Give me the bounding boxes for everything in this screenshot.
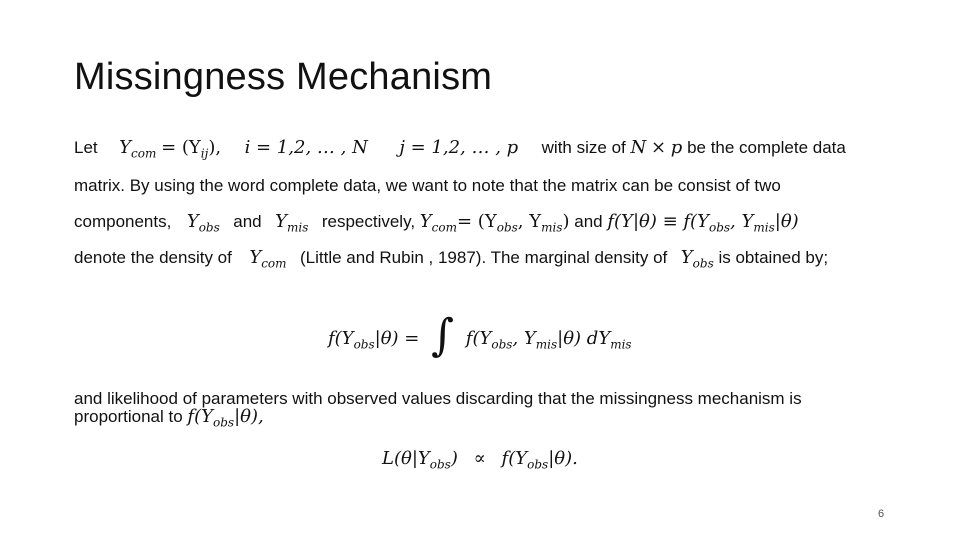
and-word: and (233, 212, 262, 231)
components-word: components, (74, 212, 172, 231)
para2-line1: and likelihood of parameters with observed values discarding that the missingness mechanism is (74, 389, 802, 408)
ycom-equation: $Y_{com}= (Y_{obs}$, $Y_{mis}$) (419, 211, 570, 235)
size-text: with size of (541, 138, 626, 157)
page-number: 6 (878, 508, 885, 520)
integral-symbol: ∫ (431, 310, 455, 361)
line1-tail: be the complete data (687, 138, 846, 157)
density-equivalence: $f(Y|\theta) \equiv f(Y_{obs}$, $Y_{mis}|\theta$) (607, 211, 799, 235)
size-N: N (630, 137, 647, 158)
times-symbol: × (650, 137, 667, 158)
obtained-text: is obtained by; (718, 248, 829, 267)
para1-line4 (74, 247, 828, 271)
denote-text: denote the density of (74, 248, 232, 267)
ycom-symbol-2: $Y_{com}$ (249, 247, 287, 271)
j-range: j = 1,2, … , p (399, 137, 519, 158)
proportional-symbol: ∝ (473, 448, 486, 469)
slide-title: Missingness Mechanism (74, 56, 493, 98)
proportional-text: proportional to (74, 407, 183, 426)
yobs-symbol: $Y_{obs}$ (186, 211, 220, 235)
respectively-word: respectively, (321, 212, 416, 231)
ycom-symbol: $Y_{com}$ (119, 137, 157, 161)
para1-line3 (74, 211, 799, 235)
likelihood-equation: $L(\theta|Y_{obs}) \propto f(Y_{obs}|\theta)$. (382, 448, 578, 472)
citation-text: (Little and Rubin , 1987). The marginal density of (300, 248, 668, 267)
yobs-symbol-2: $Y_{obs}$ (680, 247, 714, 271)
and-word-2: and (574, 212, 603, 231)
size-p: p (670, 137, 683, 158)
para2-line2 (74, 406, 264, 430)
para1-line1 (74, 137, 846, 161)
ymis-symbol: $Y_{mis}$ (275, 211, 309, 235)
yij-expr: = $(Y_{ij})$, (161, 137, 222, 161)
para1-line2: matrix. By using the word complete data, we want to note that the matrix can be consist of two (74, 176, 781, 195)
proportional-expr: $f(Y_{obs}|\theta)$, (187, 406, 264, 430)
i-range: i = 1,2, … , N (244, 137, 368, 158)
let-word: Let (74, 138, 98, 157)
marginal-density-equation: $f(Y_{obs}|\theta)$ = ∫ $f(Y_{obs}$, $Y_{mis}|\theta$) $dY_{mis}$ (328, 310, 632, 361)
